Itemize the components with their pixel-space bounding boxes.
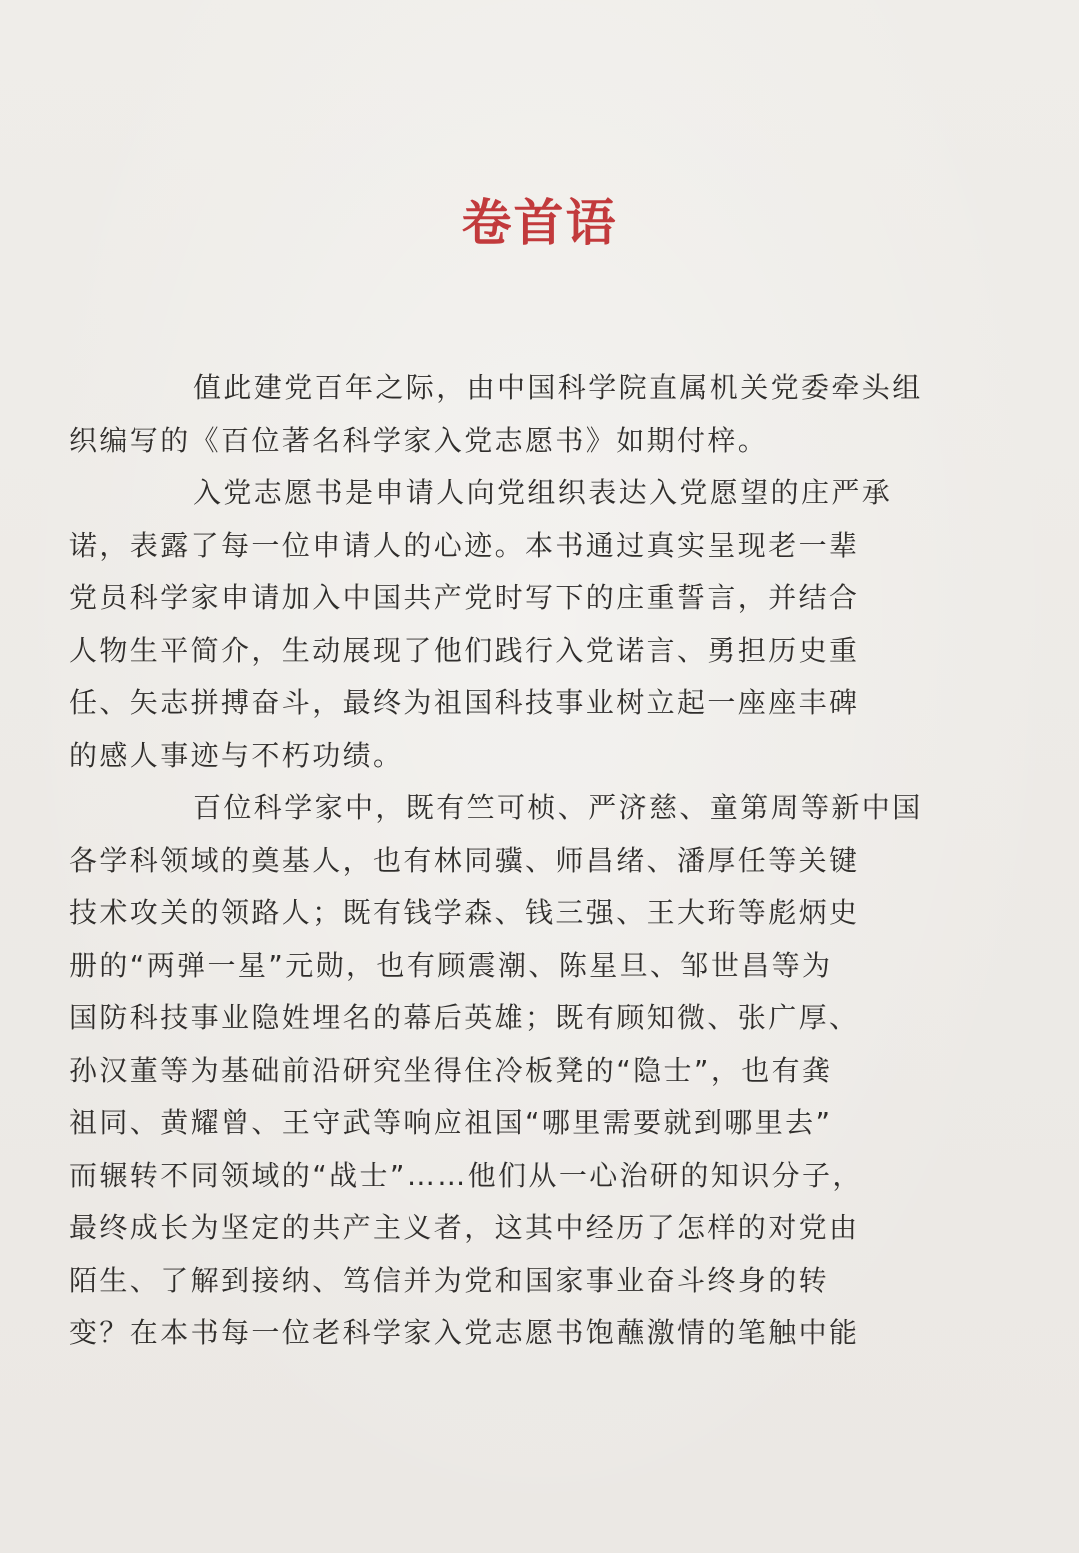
text-line: 最终成长为坚定的共产主义者，这其中经历了怎样的对党由	[69, 1211, 860, 1244]
text-line: 变？在本书每一位老科学家入党志愿书饱蘸激情的笔触中能	[69, 1316, 860, 1349]
page-title: 卷首语	[461, 193, 618, 252]
text-line: 而辗转不同领域的“战士”……他们从一心治研的知识分子，	[69, 1158, 863, 1192]
text-line: 陌生、了解到接纳、笃信并为党和国家事业奋斗终身的转	[69, 1263, 830, 1297]
text-line: 入党志愿书是申请人向党组织表达入党愿望的庄严承	[193, 476, 893, 509]
text-line: 织编写的《百位著名科学家入党志愿书》如期付梓。	[69, 423, 769, 457]
text-line: 党员科学家申请加入中国共产党时写下的庄重誓言，并结合	[69, 581, 860, 614]
text-line: 册的“两弹一星”元勋，也有顾震潮、陈星旦、邹世昌等为	[69, 948, 833, 982]
body-text	[69, 362, 973, 1360]
text-line: 技术攻关的领路人；既有钱学森、钱三强、王大珩等彪炳史	[69, 896, 860, 929]
paragraph-1	[69, 362, 973, 467]
text-line: 人物生平简介，生动展现了他们践行入党诺言、勇担历史重	[69, 633, 860, 667]
text-line: 各学科领域的奠基人，也有林同骥、师昌绪、潘厚任等关键	[69, 843, 860, 877]
paragraph-3	[69, 782, 973, 1360]
text-line: 值此建党百年之际，由中国科学院直属机关党委牵头组	[193, 371, 923, 404]
text-line: 任、矢志拼搏奋斗，最终为祖国科技事业树立起一座座丰碑	[69, 686, 860, 719]
text-line: 国防科技事业隐姓埋名的幕后英雄；既有顾知微、张广厚、	[69, 1001, 860, 1034]
text-line: 孙汉董等为基础前沿研究坐得住冷板凳的“隐士”，也有龚	[69, 1053, 833, 1087]
text-line: 的感人事迹与不朽功绩。	[69, 738, 404, 772]
text-line: 百位科学家中，既有竺可桢、严济慈、童第周等新中国	[193, 791, 923, 824]
text-line: 祖同、黄耀曾、王守武等响应祖国“哪里需要就到哪里去”	[69, 1106, 833, 1139]
paragraph-2	[69, 467, 973, 782]
text-line: 诺，表露了每一位申请人的心迹。本书通过真实呈现老一辈	[69, 528, 860, 562]
